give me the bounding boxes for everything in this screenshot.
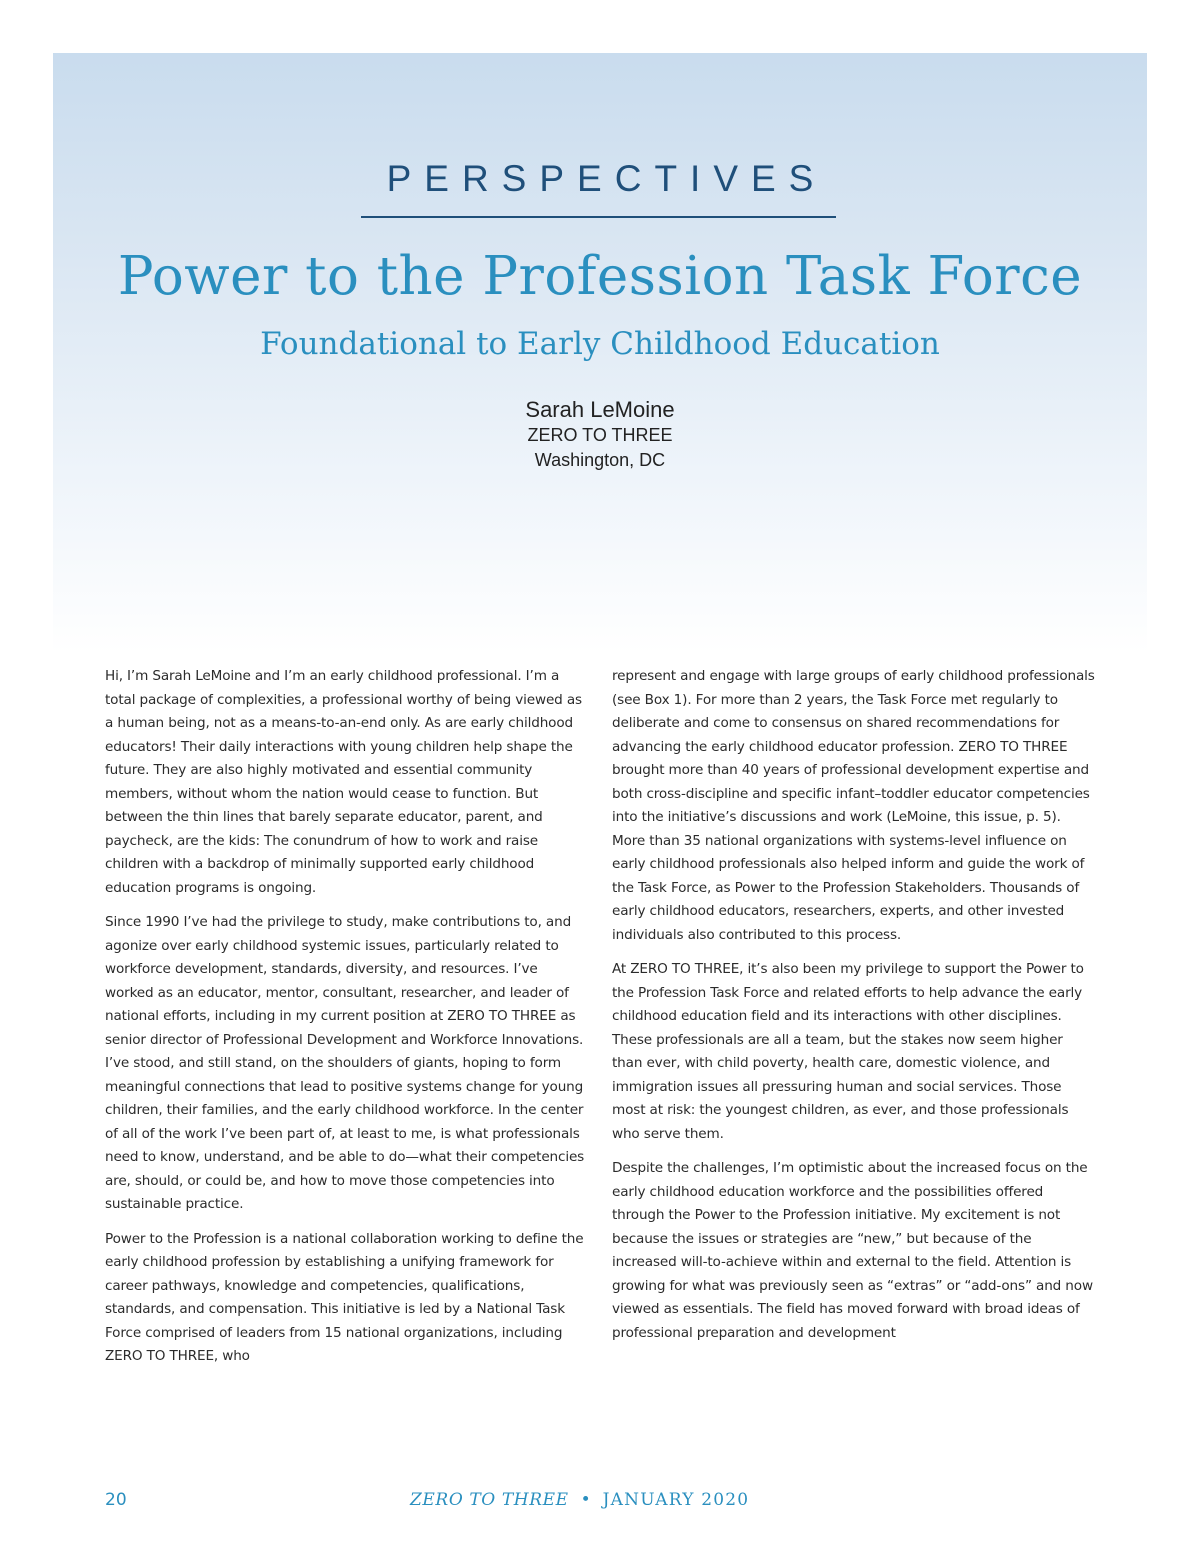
body-paragraph: Despite the challenges, I’m optimistic about the increased focus on the early childhood education workforce and the possibilities offered through the Power to the Profession initiative. My excitement is not because the issues or strategies are “new,” but because of the increased will-to-achieve within and external to the field. Attention is growing for what was previously seen as “extras” or “add-ons” and now viewed as essentials. The field has moved forward with broad ideas of professional preparation and development xyxy=(612,1160,1093,1341)
article-title: Power to the Profession Task Force xyxy=(117,246,1083,307)
author-location: Washington, DC xyxy=(534,450,666,470)
article-subtitle: Foundational to Early Childhood Education xyxy=(260,326,940,362)
body-paragraph: Hi, I’m Sarah LeMoine and I’m an early childhood professional. I’m a total package of complexities, a professional worthy of being viewed as a human being, not as a means-to-an-end only. As are early childhood educators! Their daily interactions with young children help shape the future. They are also highly motivated and essential community members, without whom the nation would cease to function. But between the thin lines that barely separate educator, parent, and paycheck, are the kids: The conundrum of how to work and raise children with a backdrop of minimally supported early childhood education programs is ongoing. xyxy=(105,668,582,896)
page-footer xyxy=(0,1490,1200,1516)
author-organization: ZERO TO THREE xyxy=(527,425,673,445)
body-paragraph: At ZERO TO THREE, it’s also been my privilege to support the Power to the Profession Task Force and related efforts to help advance the early childhood education field and its interactions with other disciplines. These professionals are all a team, but the stakes now seem higher than ever, with child poverty, health care, domestic violence, and immigration issues all pressuring human and social services. Those most at risk: the youngest children, as ever, and those professionals who serve them. xyxy=(612,961,1084,1142)
body-column-right xyxy=(612,665,1097,1356)
body-paragraph: Since 1990 I’ve had the privilege to study, make contributions to, and agonize over early childhood systemic issues, particularly related to workforce development, standards, diversity, and resources. I’ve worked as an educator, mentor, consultant, researcher, and leader of national efforts, including in my current position at ZERO TO THREE as senior director of Professional Development and Workforce Innovations. I’ve stood, and still stand, on the shoulders of giants, hoping to form meaningful connections that lead to positive systems change for young children, their families, and the early childhood workforce. In the center of all of the work I’ve been part of, at least to me, is what professionals need to know, understand, and be able to do—what their competencies are, should, or could be, and how to move those competencies into sustainable practice. xyxy=(105,914,585,1212)
page-number: 20 xyxy=(105,1490,127,1510)
author-byline xyxy=(0,396,1200,473)
issue-date: JANUARY 2020 xyxy=(602,1490,750,1510)
body-paragraph: Power to the Profession is a national collaboration working to define the early childhood profession by establishing a unifying framework for career pathways, knowledge and competencies, qualifications, standards, and compensation. This initiative is led by a National Task Force comprised of leaders from 15 national organizations, including ZERO TO THREE, who xyxy=(105,1230,584,1364)
author-name: Sarah LeMoine xyxy=(525,397,675,422)
body-paragraph: represent and engage with large groups of early childhood professionals (see Box 1). For more than 2 years, the Task Force met regularly to deliberate and come to consensus on shared recommendations for advancing the early childhood educator profession. ZERO TO THREE brought more than 40 years of professional development expertise and both cross-discipline and specific infant–toddler educator competencies into the initiative’s discussions and work (LeMoine, this issue, p. 5). More than 35 national organizations with systems-level influence on early childhood professionals also helped inform and guide the work of the Task Force, as Power to the Profession Stakeholders. Thousands of early childhood educators, researchers, experts, and other invested individuals also contributed to this process. xyxy=(612,668,1095,943)
footer-bullet: • xyxy=(580,1490,591,1510)
section-label: PERSPECTIVES xyxy=(386,158,827,199)
publication-name: ZERO TO THREE xyxy=(410,1490,569,1510)
body-column-left xyxy=(105,665,590,1380)
section-divider-rule xyxy=(361,216,836,218)
running-footer xyxy=(410,1490,749,1510)
